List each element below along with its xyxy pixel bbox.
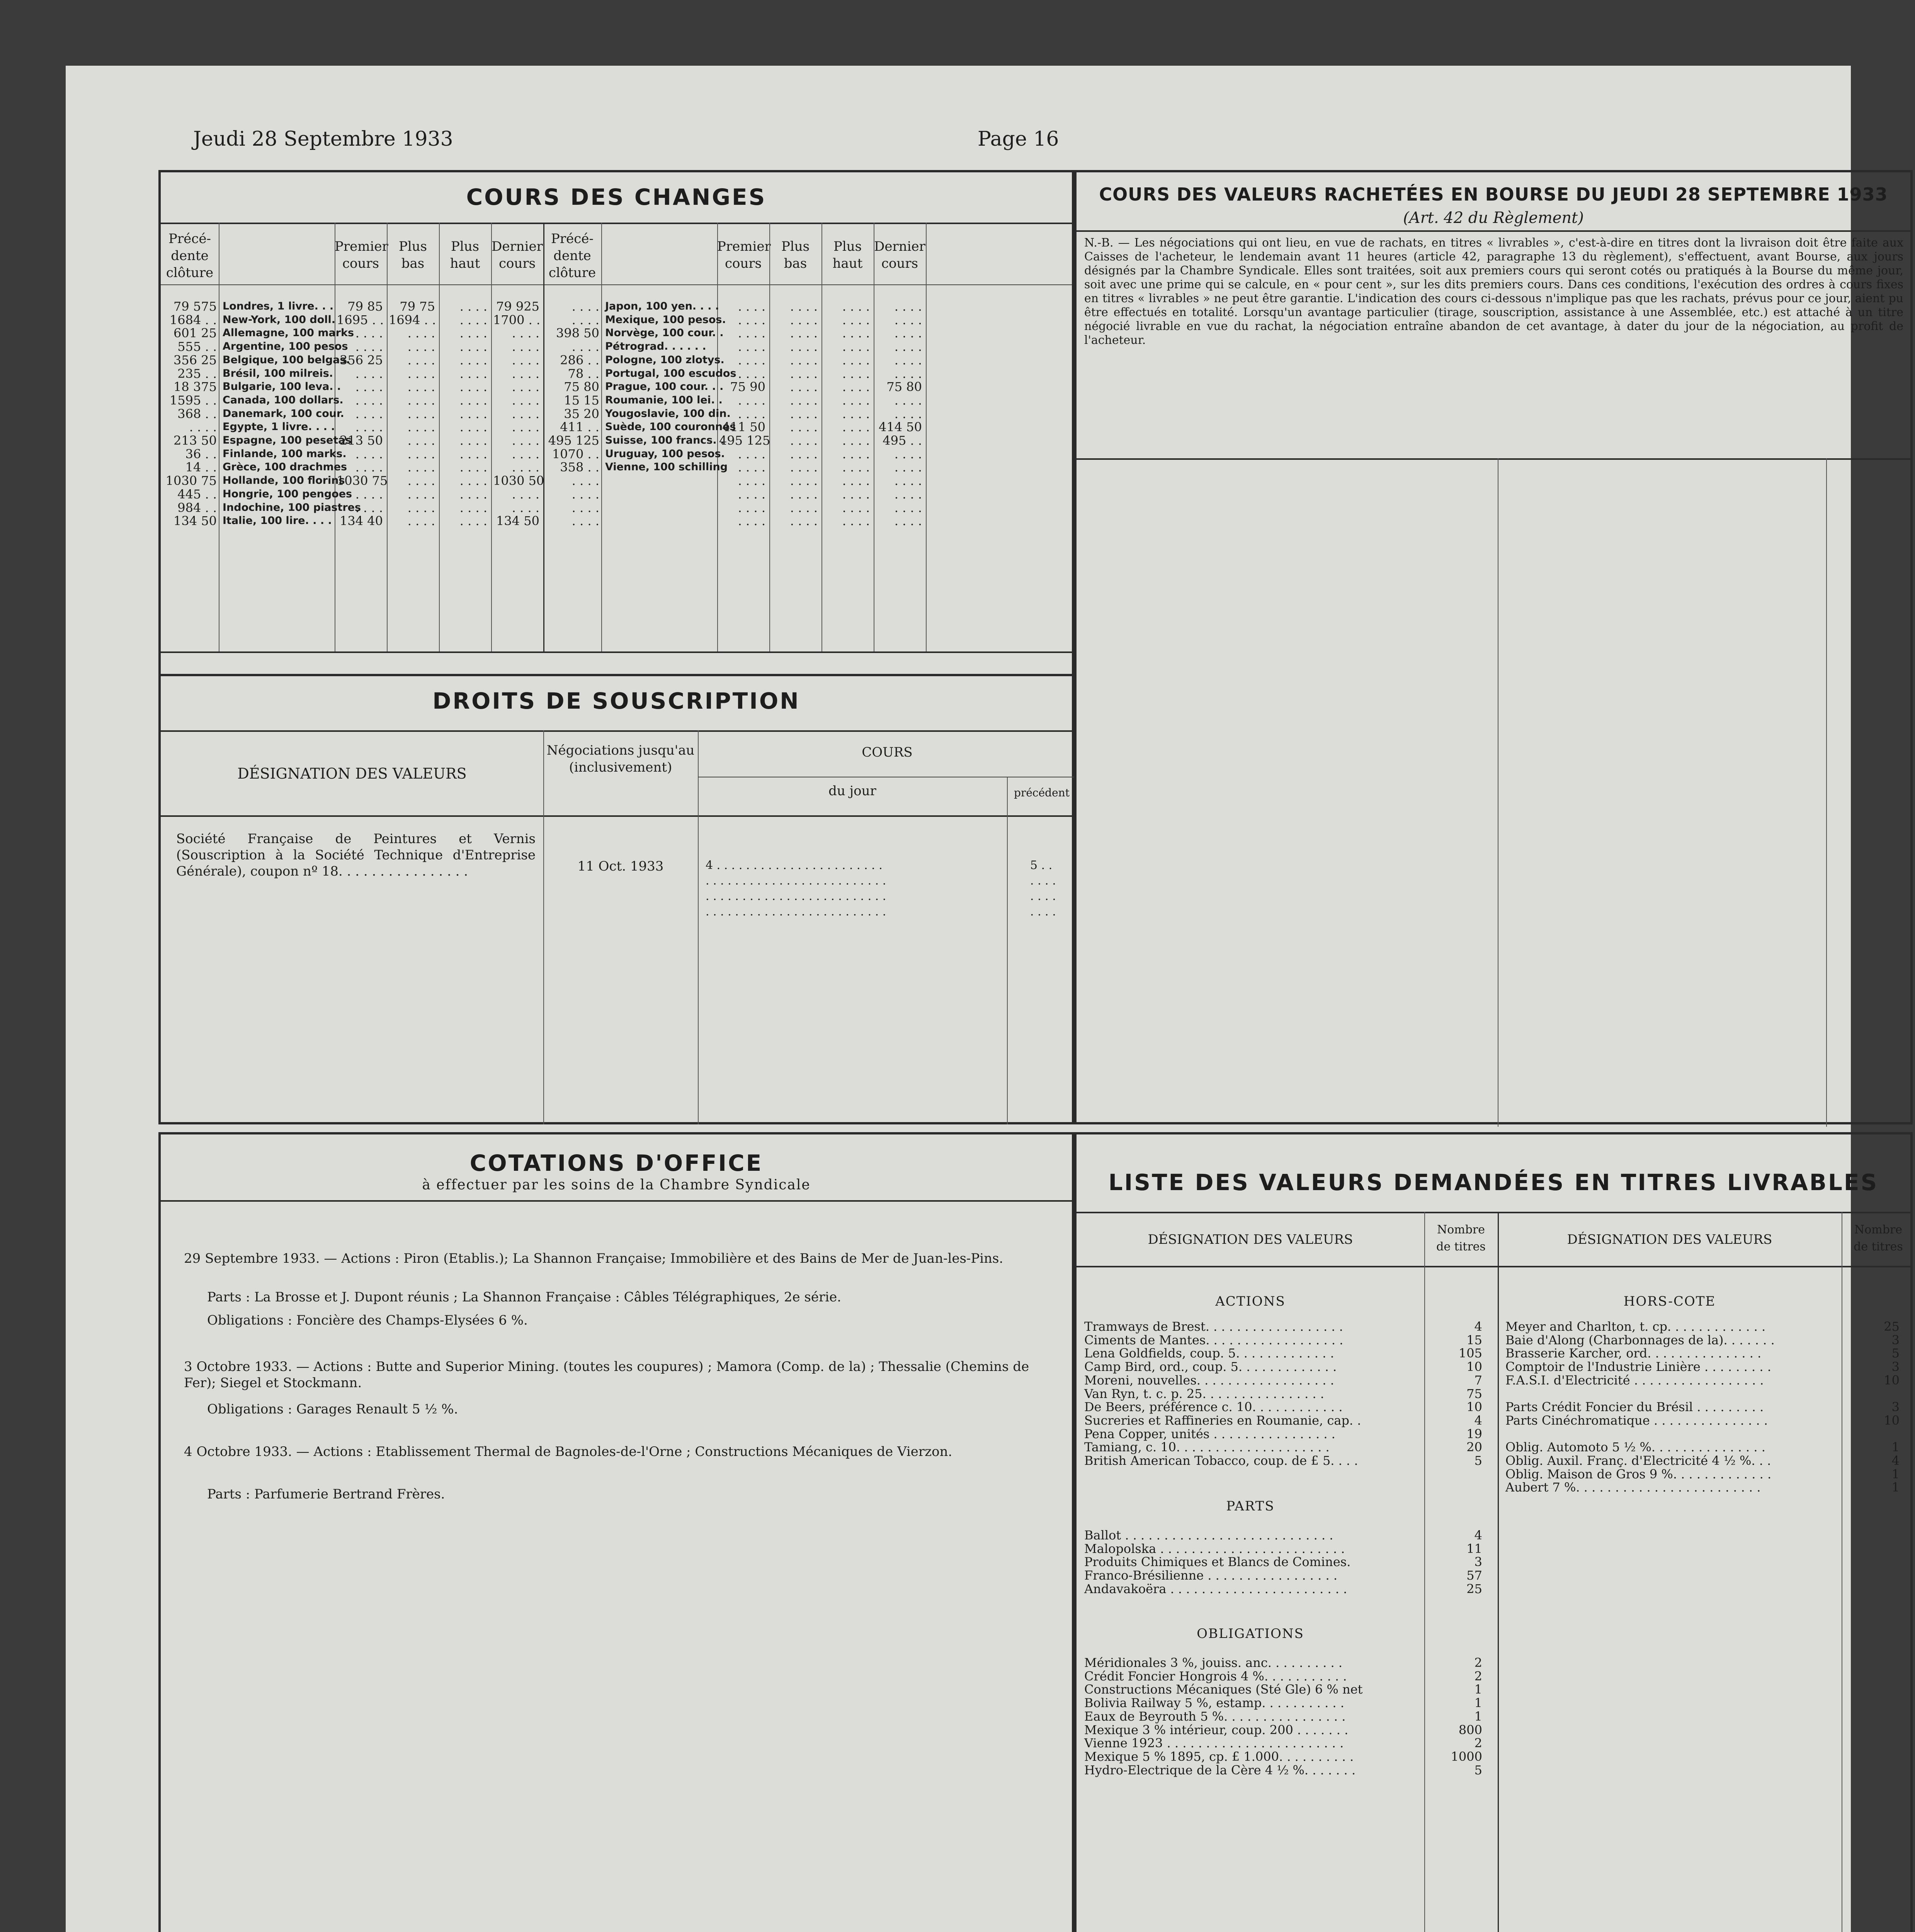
livrables-oblig-nb: 2 2 1 1 1 800 2 1000 5 (1451, 1655, 1482, 1777)
office-p6: 4 Octobre 1933. — Actions : Etablissement Thermal de Bagnoles-de-l'Orne ; Constructions Mécaniques de Vierzon. (184, 1444, 952, 1459)
souscription-jour: 4 . . . . . . . . . . . . . . . . . . . . . . . . . . . . . . . . . . . . . . . . . . . . . . . . . . . . . . . . . . . . . . . . . . . . . . . . . . . . . . . . . . . . . . . . . . . . . . . . . . (706, 859, 886, 918)
changes-left-names: Londres, 1 livre. . . New-York, 100 doll. Allemagne, 100 marks Argentine, 100 pesos Belgique, 100 belgas. Brésil, 100 milreis. Bulgarie, 100 leva. . Canada, 100 dollars. Danemark, 100 cour. Egypte, 1 livre. . . . Espagne, 100 pesetas Finlande, 100 marks. Grèce, 100 drachmes Hollande, 100 florins Hongrie, 100 pengoes Indochine, 100 piastres Italie, 100 lire. . . . (223, 300, 361, 527)
souscription-date: 11 Oct. 1933 (577, 859, 664, 874)
col-bas-right: Plus bas (781, 239, 810, 271)
changes-right-bas: . . . . . . . . . . . . . . . . . . . . . . . . . . . . . . . . . . . . . . . . . . . . . . . . . . . . . . . . . . . . . . . . . . . . (790, 299, 818, 529)
col-cours: COURS (862, 745, 913, 760)
rachetees-note: N.-B. — Les négociations qui ont lieu, en vue de rachats, en titres « livrables », c'est-à-dire en titres dont la livraison doit être faite aux Caisses de l'acheteur, le lendemain avant 11 heures (article 42, paragraphe 13 du règlement), s'effectuent, avant Bourse, aux jours désignés par la Chambre Syndicale. Elles sont traitées, soit aux premiers cours qui seront cotés ou pratiqués à la Bourse du même jour, soit avec une prime qui se calcule, en « pour cent », sur les dits premiers cours. Dans ces conditions, l'exécution des ordres à cours fixes en titres « livrables » ne peut être garantie. L'indication des cours ci-dessous n'implique pas que les rachats, prévus pour ce jour, aient pu être effectués en totalité. Lorsqu'un avantage particulier (tirage, souscription, assistance à une Assemblée, etc.) est attaché à un titre négocié livrable en vue du rachat, la négociation entraîne abandon de cet avantage, à dater du jour de la négociation, au profit de l'acheteur. (1084, 236, 1903, 347)
changes-right-prev: . . . . . . . . 398 50 . . . . 286 . . 78 . . 75 80 15 15 35 20 411 . . 495 125 1070 . . 358 . . . . . . . . . . . . . . . . . . (548, 299, 599, 529)
livrables-col-nb-left: Nombre de titres (1436, 1223, 1486, 1253)
office-subtitle: à effectuer par les soins de la Chambre Syndicale (422, 1177, 811, 1193)
livrables-parts-label: PARTS (1226, 1498, 1275, 1514)
office-p7: Parts : Parfumerie Bertrand Frères. (207, 1486, 445, 1502)
livrables-horscote-nb: 25 3 5 3 10 3 10 1 4 1 1 (1884, 1319, 1900, 1495)
livrables-title: LISTE DES VALEURS DEMANDÉES EN TITRES LIVRABLES (1108, 1169, 1879, 1196)
office-p1: 29 Septembre 1933. — Actions : Piron (Etablis.); La Shannon Française; Immobilière et des Bains de Mer de Juan-les-Pins. (184, 1251, 1003, 1266)
rachetees-section (1074, 170, 1913, 1124)
changes-section (158, 170, 1074, 676)
office-p5: Obligations : Garages Renault 5 ½ %. (207, 1401, 458, 1417)
col-premier-left: Premier cours (335, 239, 388, 271)
col-dernier-right: Dernier cours (874, 239, 925, 271)
souscription-entry: Société Française de Peintures et Vernis (Souscription à la Société Technique d'Entreprise Générale), coupon nº 18. . . . . . . . . . . . . . . . (176, 831, 536, 879)
col-negociations: Négociations jusqu'au (inclusivement) (546, 743, 695, 775)
changes-right-names: Japon, 100 yen. . . . Mexique, 100 pesos. Norvège, 100 cour. . Pétrograd. . . . . . Pologne, 100 zlotys. Portugal, 100 escudos Prague, 100 cour. . . Roumanie, 100 lei. . Yougoslavie, 100 din. Suède, 100 couronnes Suisse, 100 francs. . Uruguay, 100 pesos. Vienne, 100 schilling (605, 300, 736, 473)
office-p3: Obligations : Foncière des Champs-Elysées 6 %. (207, 1313, 528, 1328)
livrables-oblig-label: OBLIGATIONS (1197, 1626, 1304, 1641)
newspaper-page (66, 66, 1903, 1932)
col-bas-left: Plus bas (398, 239, 427, 271)
livrables-parts-list: Ballot . . . . . . . . . . . . . . . . . . . . . . . . . . . Malopolska . . . . . . . . . . . . . . . . . . . . . . . . Produits Chimiques et Blancs de Comines. Franco-Brésilienne . . . . . . . . . . . . . . . . . Andavakoëra . . . . . . . . . . . . . . . . . . . . . . . (1084, 1528, 1351, 1596)
changes-left-dernier: 79 925 1700 . . . . . . . . . . . . . . . . . . . . . . . . . . . . . . . . . . . . . . . . . . . . . . 1030 50 . . . . . . . . 134 50 (493, 299, 544, 529)
changes-left-prev: 79 575 1684 . . 601 25 555 . . 356 25 235 . . 18 375 1595 . . 368 . . . . . . 213 50 36 . . 14 . . 1030 75 445 . . 984 . . 134 50 (165, 299, 217, 529)
livrables-horscote-label: HORS-COTE (1623, 1294, 1716, 1309)
col-prev-left: Précé- dente clôture (166, 231, 214, 281)
col-du-jour: du jour (828, 783, 876, 799)
souscription-section (158, 676, 1074, 1124)
livrables-col-nb-right: Nombre de titres (1854, 1223, 1903, 1253)
changes-title: COURS DES CHANGES (466, 184, 767, 210)
page-number: Page 16 (978, 128, 1059, 151)
office-p4: 3 Octobre 1933. — Actions : Butte and Superior Mining. (toutes les coupures) ; Mamora (Comp. de la) ; Thessalie (Chemins de Fer); Siegel et Stockmann. (184, 1359, 1029, 1391)
col-dernier-left: Dernier cours (492, 239, 543, 271)
changes-right-haut: . . . . . . . . . . . . . . . . . . . . . . . . . . . . . . . . . . . . . . . . . . . . . . . . . . . . . . . . . . . . . . . . . . . . (842, 299, 870, 529)
page-date: Jeudi 28 Septembre 1933 (193, 128, 453, 151)
col-prev-right: Précé- dente clôture (548, 231, 596, 281)
livrables-actions-nb: 4 15 105 10 7 75 10 4 19 20 5 (1458, 1319, 1482, 1468)
livrables-actions-label: ACTIONS (1215, 1294, 1286, 1309)
changes-left-haut: . . . . . . . . . . . . . . . . . . . . . . . . . . . . . . . . . . . . . . . . . . . . . . . . . . . . . . . . . . . . . . . . . . . . (459, 299, 487, 529)
changes-right-premier: . . . . . . . . . . . . . . . . . . . . . . . . 75 90 . . . . . . . . 411 50 495 125 . . . . . . . . . . . . . . . . . . . . . . . . (719, 299, 770, 529)
livrables-horscote-list: Meyer and Charlton, t. cp. . . . . . . . . . . . . Baie d'Along (Charbonnages de la). . . . . . . Brasserie Karcher, ord. . . . . . . . . . . . . . . Comptoir de l'Industrie Linière . . . . . . . . . F.A.S.I. d'Electricité . . . . . . . . . . . . . . . . . Parts Crédit Foncier du Brésil . . . . . . . . . Parts Cinéchromatique . . . . . . . . . . . . . . . Oblig. Automoto 5 ½ %. . . . . . . . . . . . . . . Oblig. Auxil. Franç. d'Electricité 4 ½ %. . . Oblig. Maison de Gros 9 %. . . . . . . . . . . . . Aubert 7 %. . . . . . . . . . . . . . . . . . . . . . . . (1505, 1319, 1775, 1495)
livrables-col-des-left: DÉSIGNATION DES VALEURS (1148, 1232, 1353, 1247)
rachetees-subtitle: (Art. 42 du Règlement) (1403, 209, 1584, 227)
livrables-parts-nb: 4 11 3 57 25 (1466, 1528, 1482, 1596)
livrables-actions-list: Tramways de Brest. . . . . . . . . . . . . . . . . . Ciments de Mantes. . . . . . . . . . . . . . . . . . Lena Goldfields, coup. 5. . . . . . . . . . . . . Camp Bird, ord., coup. 5. . . . . . . . . . . . . Moreni, nouvelles. . . . . . . . . . . . . . . . . . Van Ryn, t. c. p. 25. . . . . . . . . . . . . . . . De Beers, préférence c. 10. . . . . . . . . . . . Sucreries et Raffineries en Roumanie, cap. . Pena Copper, unités . . . . . . . . . . . . . . . . Tamiang, c. 10. . . . . . . . . . . . . . . . . . . . British American Tobacco, coup. de £ 5. . . . (1084, 1319, 1361, 1468)
office-title: COTATIONS D'OFFICE (469, 1150, 763, 1176)
souscription-title: DROITS DE SOUSCRIPTION (432, 688, 800, 714)
col-haut-right: Plus haut (832, 239, 863, 271)
office-section (158, 1132, 1074, 1932)
changes-right-dernier: . . . . . . . . . . . . . . . . . . . . . . . . 75 80 . . . . . . . . 414 50 495 . . . . . . . . . . . . . . . . . . . . . . . . . . (879, 299, 922, 529)
livrables-oblig-list: Méridionales 3 %, jouiss. anc. . . . . . . . . . Crédit Foncier Hongrois 4 %. . . . . . . . . . . Constructions Mécaniques (Sté Gle) 6 % net Bolivia Railway 5 %, estamp. . . . . . . . . . . Eaux de Beyrouth 5 %. . . . . . . . . . . . . . . . Mexique 3 % intérieur, coup. 200 . . . . . . . Vienne 1923 . . . . . . . . . . . . . . . . . . . . . . . Mexique 5 % 1895, cp. £ 1.000. . . . . . . . . . Hydro-Electrique de la Cère 4 ½ %. . . . . . . (1084, 1655, 1363, 1777)
souscription-prec: 5 . . . . . . . . . . . . . . (1030, 859, 1056, 918)
livrables-section (1074, 1132, 1913, 1932)
office-p2: Parts : La Brosse et J. Dupont réunis ; La Shannon Française : Câbles Télégraphiques, 2e série. (207, 1289, 841, 1305)
rachetees-title: COURS DES VALEURS RACHETÉES EN BOURSE DU JEUDI 28 SEPTEMBRE 1933 (1099, 184, 1888, 205)
livrables-col-des-right: DÉSIGNATION DES VALEURS (1567, 1232, 1772, 1247)
col-precedent: précédent (1014, 786, 1070, 799)
changes-left-premier: 79 85 1695 . . . . . . . . . . 356 25 . . . . . . . . . . . . . . . . . . . . 213 50 . . . . . . . . 1030 75 . . . . . . . . 134 40 (337, 299, 388, 529)
col-haut-left: Plus haut (450, 239, 480, 271)
changes-left-bas: 79 75 1694 . . . . . . . . . . . . . . . . . . . . . . . . . . . . . . . . . . . . . . . . . . . . . . . . . . . . . . . . . . . . . . (389, 299, 436, 529)
col-designation: DÉSIGNATION DES VALEURS (237, 765, 467, 782)
col-premier-right: Premier cours (717, 239, 771, 271)
